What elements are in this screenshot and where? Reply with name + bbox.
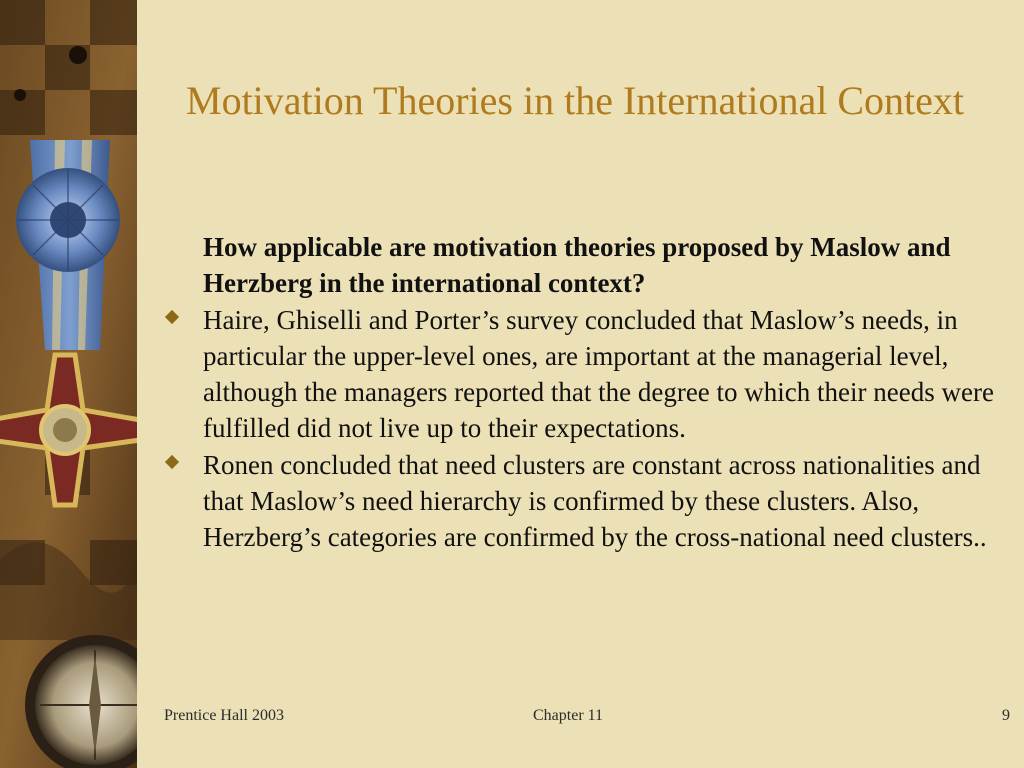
bullet-text: Ronen concluded that need clusters are constant across nationalities and that Maslow’s need hierarchy is confirmed by these clusters. Also, Herzberg’s categories are confirmed by the cross-national need clusters.. <box>203 450 987 552</box>
footer-chapter: Chapter 11 <box>533 707 604 724</box>
bullet-item <box>165 302 995 446</box>
diamond-bullet-icon <box>165 455 179 469</box>
bullet-text: Haire, Ghiselli and Porter’s survey concluded that Maslow’s needs, in particular the upper-level ones, are important at the managerial level, although the managers reported that the degree to which their needs were fulfilled did not live up to their expectations. <box>203 305 994 443</box>
footer-page-number: 9 <box>1002 707 1010 724</box>
slide-content <box>165 229 995 556</box>
diamond-bullet-icon <box>165 310 179 324</box>
medal-decoration-image <box>0 0 137 768</box>
slide-title: Motivation Theories in the International Context <box>186 78 964 123</box>
footer-publisher: Prentice Hall 2003 <box>164 707 284 724</box>
bullet-item <box>165 447 995 555</box>
intro-question: How applicable are motivation theories proposed by Maslow and Herzberg in the international context? <box>203 232 951 298</box>
